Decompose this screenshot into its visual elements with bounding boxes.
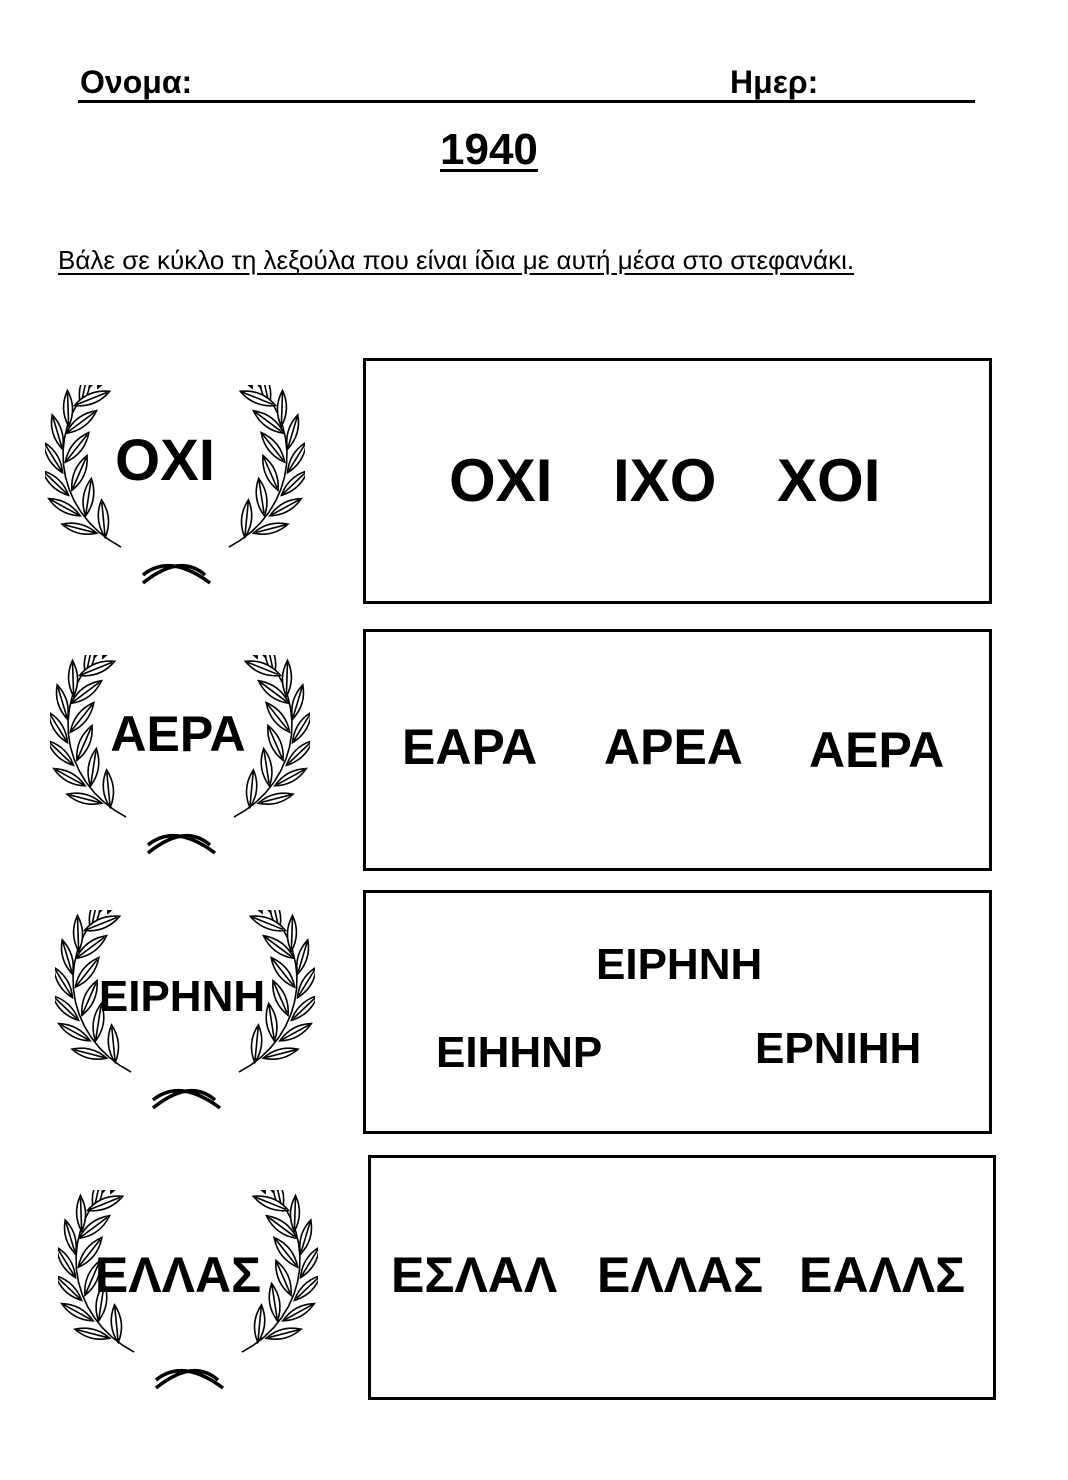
choice-word[interactable]: ΑΕΡΑ [809, 722, 945, 778]
choice-box-1 [363, 358, 992, 604]
choice-box-4 [368, 1155, 996, 1400]
choice-word[interactable]: ΕΙΡΗΝΗ [596, 940, 763, 989]
wreath-target-word: ΟΧΙ [115, 428, 215, 493]
choice-word[interactable]: ΙΧΟ [613, 447, 717, 514]
laurel-wreath-4 [58, 1190, 318, 1400]
choice-word[interactable]: ΕΙΗΗΝΡ [436, 1028, 603, 1077]
page-title: 1940 [440, 125, 538, 174]
wreath-target-word: ΑΕΡΑ [110, 706, 246, 762]
choice-box-2 [363, 629, 992, 871]
name-date-line [78, 100, 975, 103]
choice-word[interactable]: ΕΡΝΙΗΗ [755, 1024, 922, 1073]
laurel-wreath-2 [50, 655, 310, 865]
instruction-text: Βάλε σε κύκλο τη λεξούλα που είναι ίδια με αυτή μέσα στο στεφανάκι. [58, 245, 855, 275]
choice-word[interactable]: ΕΑΛΛΣ [799, 1247, 966, 1303]
laurel-wreath-1 [45, 385, 305, 595]
choice-word[interactable]: ΟΧΙ [449, 447, 553, 514]
choice-word[interactable]: ΑΡΕΑ [604, 719, 743, 775]
choice-box-3 [363, 890, 992, 1134]
date-label: Ημερ: [730, 64, 819, 100]
choice-word[interactable]: ΕΣΛΑΛ [391, 1247, 558, 1303]
wreath-target-word: ΕΙΡΗΝΗ [98, 972, 266, 1021]
choice-word[interactable]: ΧΟΙ [777, 447, 881, 514]
wreath-target-word: ΕΛΛΑΣ [94, 1247, 262, 1303]
laurel-wreath-3 [55, 910, 315, 1120]
choice-word[interactable]: ΕΑΡΑ [402, 719, 538, 775]
choice-word[interactable]: ΕΛΛΑΣ [597, 1247, 764, 1303]
name-label: Ονομα: [80, 64, 193, 100]
